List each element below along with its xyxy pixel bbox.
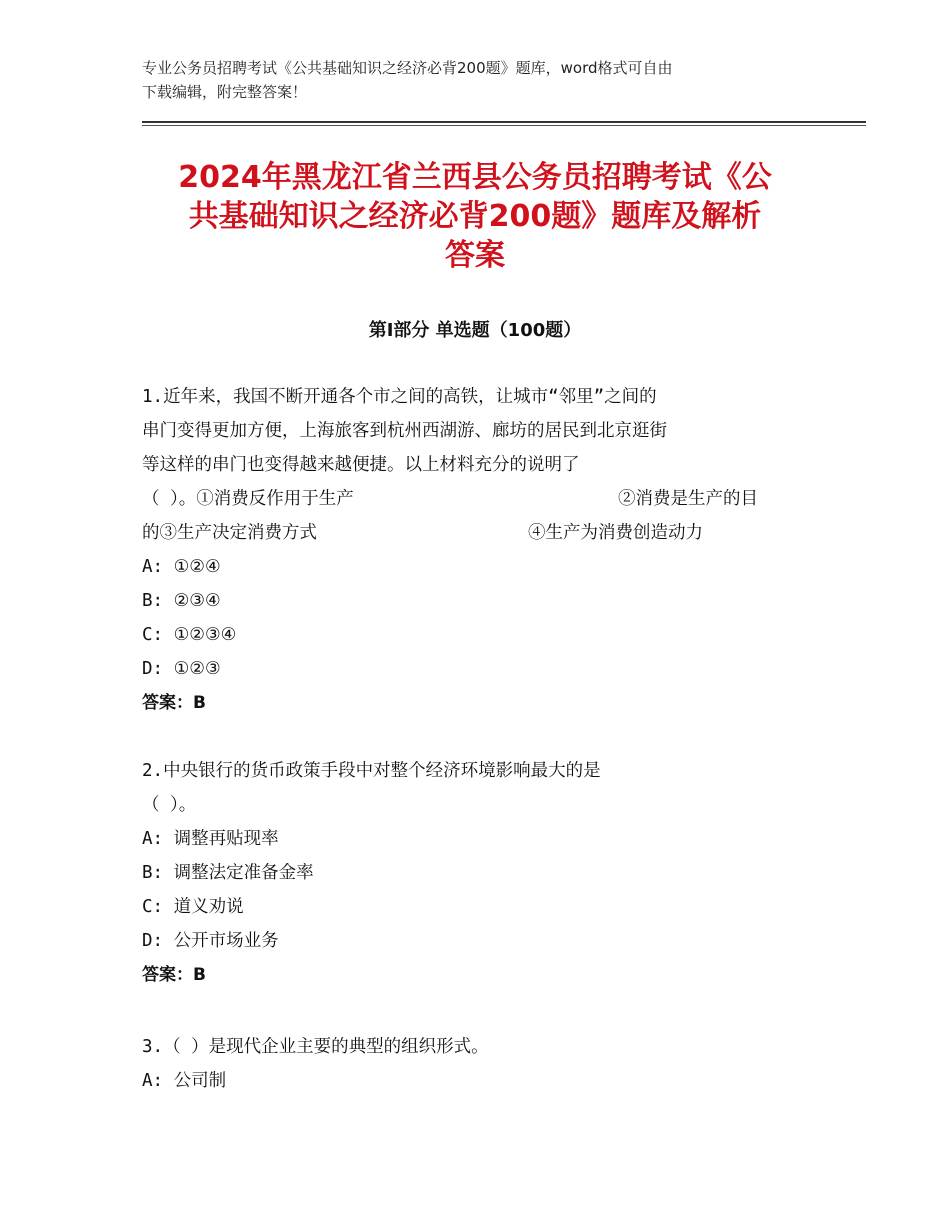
stem-right: ②消费是生产的目: [618, 489, 758, 509]
document-title-line-2: 共基础知识之经济必背200题》题库及解析: [188, 199, 762, 234]
option-a: A: 调整再贴现率: [142, 829, 279, 849]
option-d: D: ①②③: [142, 659, 221, 679]
question-stem-line: 串门变得更加方便，上海旅客到杭州西湖游、廊坊的居民到北京逛街: [142, 421, 667, 441]
question-1: [142, 380, 802, 720]
stem-left: （ ）。①消费反作用于生产: [142, 489, 354, 509]
document-title-line-1: 2024年黑龙江省兰西县公务员招聘考试《公: [178, 160, 772, 195]
stem-left: 的③生产决定消费方式: [142, 523, 317, 543]
question-stem-line: [142, 482, 802, 516]
header-note-line-2: 下载编辑，附完整答案！: [142, 83, 308, 101]
header-rule-thin: [142, 125, 866, 126]
question-stem-line: 2.中央银行的货币政策手段中对整个经济环境影响最大的是: [142, 761, 601, 781]
header-note-line-1: 专业公务员招聘考试《公共基础知识之经济必背200题》题库，word格式可自由: [142, 59, 673, 77]
question-3: [142, 1030, 802, 1098]
option-b: B: 调整法定准备金率: [142, 863, 314, 883]
section-title: 第Ⅰ部分 单选题（100题）: [368, 320, 582, 341]
document-title: [120, 158, 830, 275]
question-stem-line: 1.近年来，我国不断开通各个市之间的高铁，让城市“邻里”之间的: [142, 387, 657, 407]
question-2: [142, 754, 802, 992]
stem-right: ④生产为消费创造动力: [528, 523, 703, 543]
answer: 答案：B: [142, 693, 206, 713]
option-d: D: 公开市场业务: [142, 931, 279, 951]
option-a: A: ①②④: [142, 557, 221, 577]
option-b: B: ②③④: [142, 591, 221, 611]
option-c: C: ①②③④: [142, 625, 237, 645]
question-stem-line: （ ）。: [142, 795, 197, 815]
question-stem-line: 3.（ ）是现代企业主要的典型的组织形式。: [142, 1037, 489, 1057]
document-title-line-3: 答案: [445, 238, 505, 273]
header-note: [142, 56, 822, 104]
option-a: A: 公司制: [142, 1071, 227, 1091]
question-stem-line: [142, 516, 802, 550]
answer: 答案：B: [142, 965, 206, 985]
header-rule-thick: [142, 121, 866, 123]
question-stem-line: 等这样的串门也变得越来越便捷。以上材料充分的说明了: [142, 455, 580, 475]
option-c: C: 道义劝说: [142, 897, 244, 917]
